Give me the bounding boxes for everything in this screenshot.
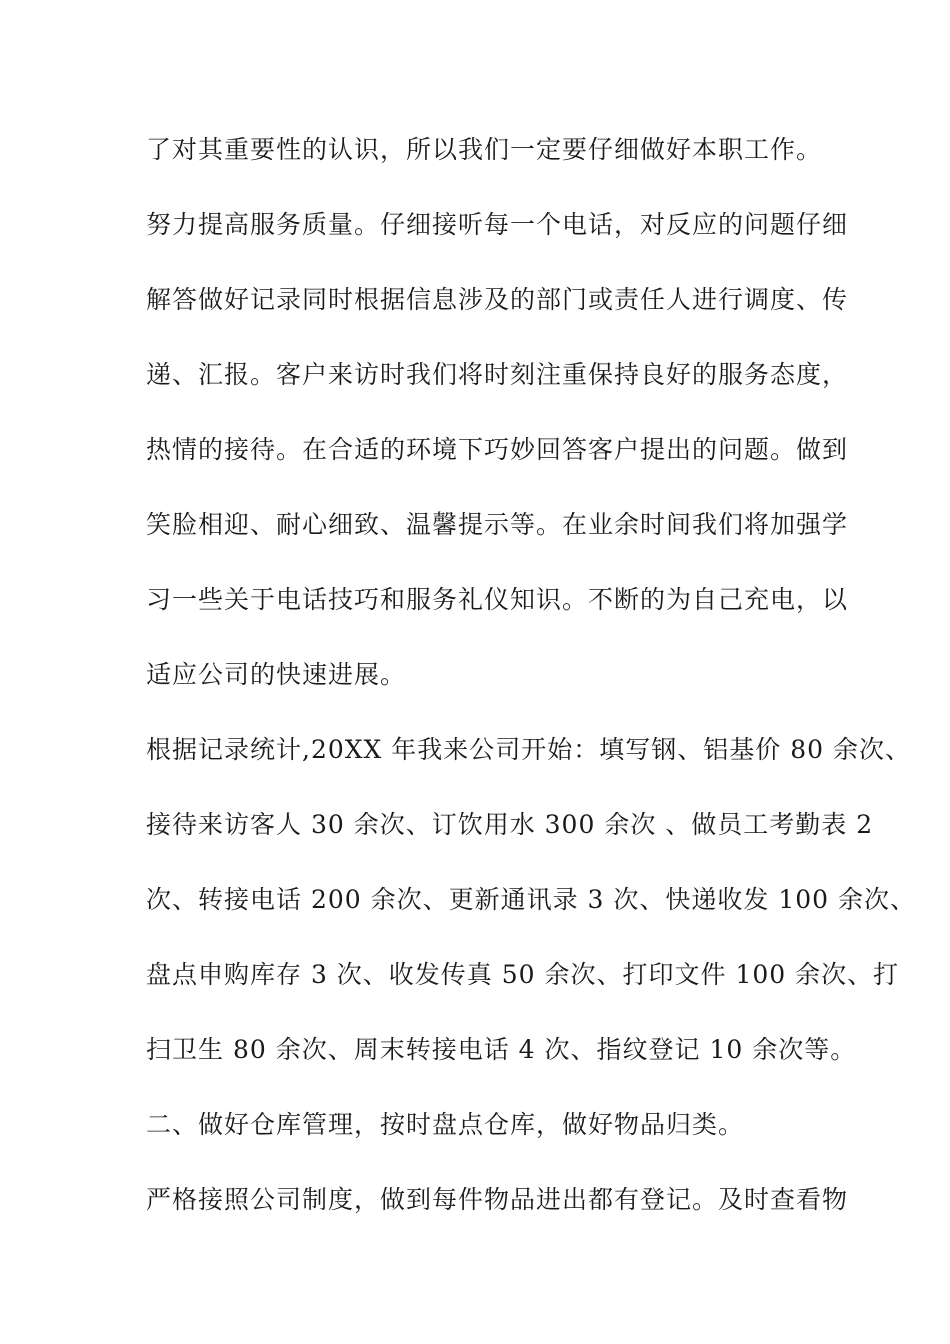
text-line: 习一些关于电话技巧和服务礼仪知识。不断的为自己充电，以 [146, 585, 849, 614]
text-line: 扫卫生 80 余次、周末转接电话 4 次、指纹登记 10 余次等。 [146, 1035, 857, 1064]
text-line: 次、转接电话 200 余次、更新通讯录 3 次、快递收发 100 余次、 [146, 885, 917, 914]
text-line: 了对其重要性的认识，所以我们一定要仔细做好本职工作。 [146, 135, 823, 164]
text-line: 笑脸相迎、耐心细致、温馨提示等。在业余时间我们将加强学 [146, 510, 849, 539]
text-line: 热情的接待。在合适的环境下巧妙回答客户提出的问题。做到 [146, 435, 849, 464]
section-heading: 二、做好仓库管理，按时盘点仓库，做好物品归类。 [146, 1110, 745, 1139]
text-line: 盘点申购库存 3 次、收发传真 50 余次、打印文件 100 余次、打 [146, 960, 900, 989]
text-line: 适应公司的快速进展。 [146, 660, 407, 689]
text-line: 接待来访客人 30 余次、订饮用水 300 余次 、做员工考勤表 2 [146, 810, 874, 839]
text-line: 努力提高服务质量。仔细接听每一个电话，对反应的问题仔细 [146, 210, 849, 239]
text-line: 递、汇报。客户来访时我们将时刻注重保持良好的服务态度， [146, 360, 849, 389]
text-line: 解答做好记录同时根据信息涉及的部门或责任人进行调度、传 [146, 285, 849, 314]
text-line: 严格接照公司制度，做到每件物品进出都有登记。及时查看物 [146, 1185, 849, 1214]
text-line: 根据记录统计,20XX 年我来公司开始：填写钢、铝基价 80 余次、 [146, 735, 912, 764]
